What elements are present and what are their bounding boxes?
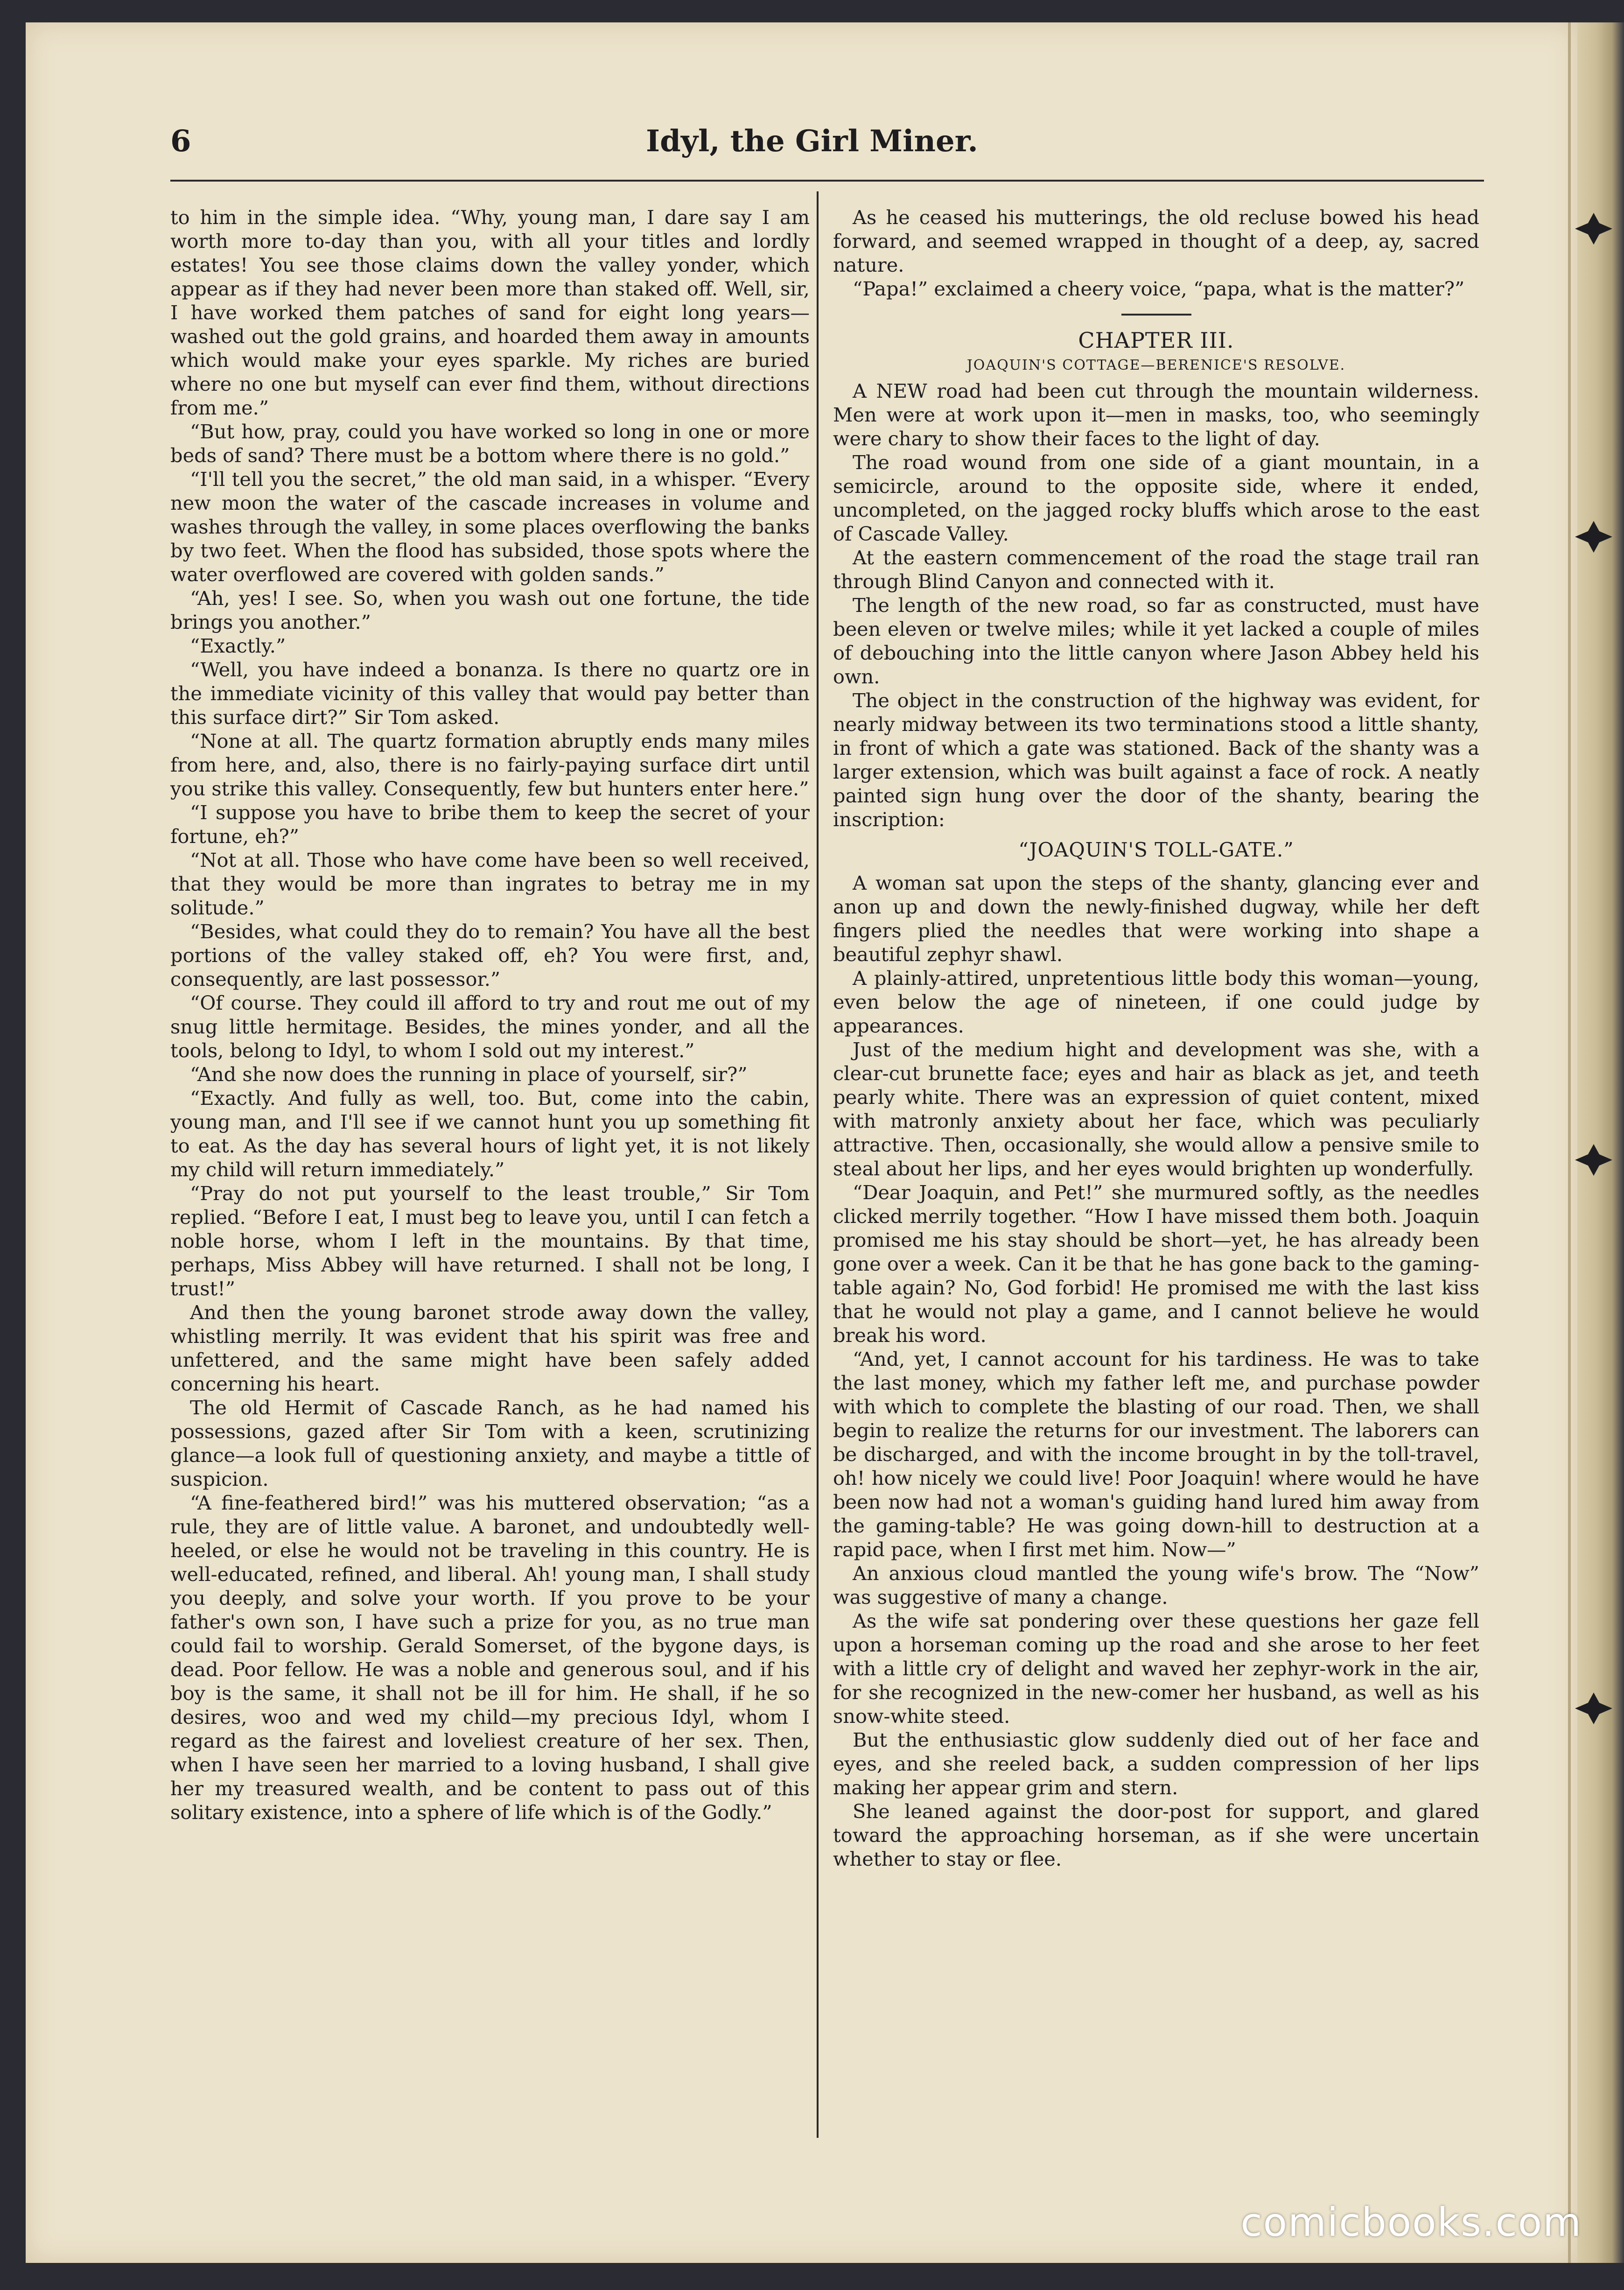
header-rule (170, 180, 1484, 182)
paragraph: “Of course. They could ill afford to try and rout me out of my snug little hermitage. Besides, the mines yonder, and all the tools, belong to Idyl, to whom I sold out my interest.” (170, 991, 810, 1062)
paragraph: “I suppose you have to bribe them to keep the secret of your fortune, eh?” (170, 801, 810, 848)
binding-hole-icon (1575, 518, 1612, 555)
paragraph: “And, yet, I cannot account for his tardiness. He was to take the last money, which my father left me, and purchase powder with which to complete the blasting of our road. Then, we shall begin to realize the returns for our investment. The laborers can be discharged, and with the income brought in by the toll-travel, oh! how nicely we could live! Poor Joaquin! where would he have been now had not a woman's guiding hand lured him away from the gaming-table? He was going down-hill to destruction at a rapid pace, when I first met him. Now—” (833, 1348, 1479, 1561)
paragraph: “None at all. The quartz formation abruptly ends many miles from here, and, also, there is no fairly-paying surface dirt until you strike this valley. Consequently, few but hunters enter here.” (170, 730, 810, 800)
paragraph: The length of the new road, so far as constructed, must have been eleven or twelve miles; while it yet lacked a couple of miles of debouching into the little canyon where Jason Abbey held his own. (833, 594, 1479, 688)
paragraph: “But how, pray, could you have worked so long in one or more beds of sand? There must be a bottom where there is no gold.” (170, 420, 810, 467)
paragraph: “A fine-feathered bird!” was his muttered observation; “as a rule, they are of little value. A baronet, and undoubtedly well-heeled, or else he would not be traveling in this country. He is well-educated, refined, and liberal. Ah! young man, I shall study you deeply, and solve your worth. If you prove to be your father's own son, I have such a prize for you, as no true man could fail to worship. Gerald Somerset, of the bygone days, is dead. Poor fellow. He was a noble and generous soul, and if his boy is the same, it shall not be ill for him. He shall, if he so desires, woo and wed my child—my precious Idyl, whom I regard as the fairest and loveliest creature of her sex. Then, when I have seen her married to a loving husband, I shall give her my treasured wealth, and be content to pass out of this solitary existence, into a sphere of life which is of the Godly.” (170, 1491, 810, 1824)
paragraph: She leaned against the door-post for support, and glared toward the approaching horseman, as if she were uncertain whether to stay or flee. (833, 1800, 1479, 1870)
paragraph: to him in the simple idea. “Why, young man, I dare say I am worth more to-day than you, with all your titles and lordly estates! You see those claims down the valley yonder, which appear as if they had never been more than staked off. Well, sir, I have worked them patches of sand for eight long years—washed out the gold grains, and hoarded them away in amounts which would make your eyes sparkle. My riches are buried where no one but myself can ever find them, without directions from me.” (170, 206, 810, 419)
paragraph: “And she now does the running in place of yourself, sir?” (190, 1063, 748, 1086)
binding-hole-icon (1575, 1690, 1612, 1727)
paragraph: “I'll tell you the secret,” the old man said, in a whisper. “Every new moon the water of the cascade increases in volume and washes through the valley, in some places overflowing the banks by two feet. When the flood has subsided, those spots where the water overflowed are covered with golden sands.” (170, 468, 810, 586)
chapter-subtitle: JOAQUIN'S COTTAGE—BERENICE'S RESOLVE. (966, 357, 1346, 373)
paragraph: At the eastern commencement of the road the stage trail ran through Blind Canyon and connected with it. (833, 546, 1479, 593)
paragraph: But the enthusiastic glow suddenly died out of her face and eyes, and she reeled back, a sudden compression of her lips making her appear grim and stern. (833, 1728, 1479, 1799)
paragraph: As he ceased his mutterings, the old recluse bowed his head forward, and seemed wrapped in thought of a deep, ay, sacred nature. (833, 206, 1479, 276)
paragraph: “Exactly.” (190, 634, 286, 657)
paragraph: The road wound from one side of a giant mountain, in a semicircle, around to the opposite side, where it ended, uncompleted, on the jagged rocky bluffs which arose to the east of Cascade Valley. (833, 451, 1479, 545)
page-header (170, 124, 1454, 175)
sign-inscription: “JOAQUIN'S TOLL-GATE.” (1018, 838, 1294, 861)
paragraph: “Pray do not put yourself to the least trouble,” Sir Tom replied. “Before I eat, I must beg to leave you, until I can fetch a noble horse, whom I left in the mountains. By that time, perhaps, Miss Abbey will have returned. I shall not be long, I trust!” (170, 1182, 810, 1300)
section-divider (1121, 314, 1191, 316)
paragraph: “Besides, what could they do to remain? You have all the best portions of the valley staked off, eh? You were first, and, consequently, are last possessor.” (170, 920, 810, 990)
page-number: 6 (170, 124, 191, 159)
paragraph: Just of the medium hight and development was she, with a clear-cut brunette face; eyes and hair as black as jet, and teeth pearly white. There was an expression of quiet content, mixed with matronly anxiety about her face, which was peculiarly attractive. Then, occasionally, she would allow a pensive smile to steal about her lips, and her eyes would brighten up wonderfully. (833, 1038, 1479, 1180)
chapter-title: CHAPTER III. (1078, 328, 1234, 353)
paragraph: “Ah, yes! I see. So, when you wash out one fortune, the tide brings you another.” (170, 587, 810, 633)
binding-hole-icon (1575, 1141, 1612, 1179)
paragraph: “Not at all. Those who have come have been so well received, that they would be more than ingrates to betray me in my solitude.” (170, 849, 810, 919)
paragraph: The old Hermit of Cascade Ranch, as he had named his possessions, gazed after Sir Tom with a keen, scrutinizing glance—a look full of questioning anxiety, and maybe a tittle of suspicion. (170, 1396, 810, 1490)
paragraph: And then the young baronet strode away down the valley, whistling merrily. It was evident that his spirit was free and unfettered, and the same might have been safely added concerning his heart. (170, 1301, 810, 1395)
paragraph: The object in the construction of the highway was evident, for nearly midway between its two terminations stood a little shanty, in front of which a gate was stationed. Back of the shanty was a larger extension, which was built against a face of rock. A neatly painted sign hung over the door of the shanty, bearing the inscription: (833, 689, 1479, 831)
paragraph: As the wife sat pondering over these questions her gaze fell upon a horseman coming up the road and she arose to her feet with a little cry of delight and waved her zephyr-work in the air, for she recognized in the new-comer her husband, as well as his snow-white steed. (833, 1609, 1479, 1728)
left-column (170, 205, 810, 1824)
paragraph: “Exactly. And fully as well, too. But, come into the cabin, young man, and I'll see if we cannot hunt you up something fit to eat. As the day has several hours of light yet, it is not likely my child will return immediately.” (170, 1087, 810, 1181)
site-watermark: comicbooks.com (1240, 2199, 1582, 2245)
paragraph: An anxious cloud mantled the young wife's brow. The “Now” was suggestive of many a change. (833, 1562, 1479, 1609)
paragraph: A woman sat upon the steps of the shanty, glancing ever and anon up and down the newly-finished dugway, while her deft fingers plied the needles that were working into shape a beautiful zephyr shawl. (833, 871, 1479, 966)
paragraph: “Dear Joaquin, and Pet!” she murmured softly, as the needles clicked merrily together. “How I have missed them both. Joaquin promised me his stay should be short—yet, he has already been gone over a week. Can it be that he has gone back to the gaming-table again? No, God forbid! He promised me with the last kiss that he would not play a game, and I cannot believe he would break his word. (833, 1181, 1479, 1347)
binding-hole-icon (1575, 210, 1612, 247)
paragraph: A NEW road had been cut through the mountain wilderness. Men were at work upon it—men in masks, too, who seemingly were chary to show their faces to the light of day. (833, 379, 1479, 450)
page-edge-line (1568, 22, 1571, 2263)
paragraph: “Well, you have indeed a bonanza. Is there no quartz ore in the immediate vicinity of this valley that would pay better than this surface dirt?” Sir Tom asked. (170, 658, 810, 729)
paragraph: “Papa!” exclaimed a cheery voice, “papa, what is the matter?” (853, 277, 1465, 300)
paragraph: A plainly-attired, unpretentious little body this woman—young, even below the age of nineteen, if one could judge by appearances. (833, 967, 1479, 1037)
column-divider (817, 191, 819, 2138)
running-title: Idyl, the Girl Miner. (646, 124, 978, 159)
right-column (833, 205, 1479, 1871)
